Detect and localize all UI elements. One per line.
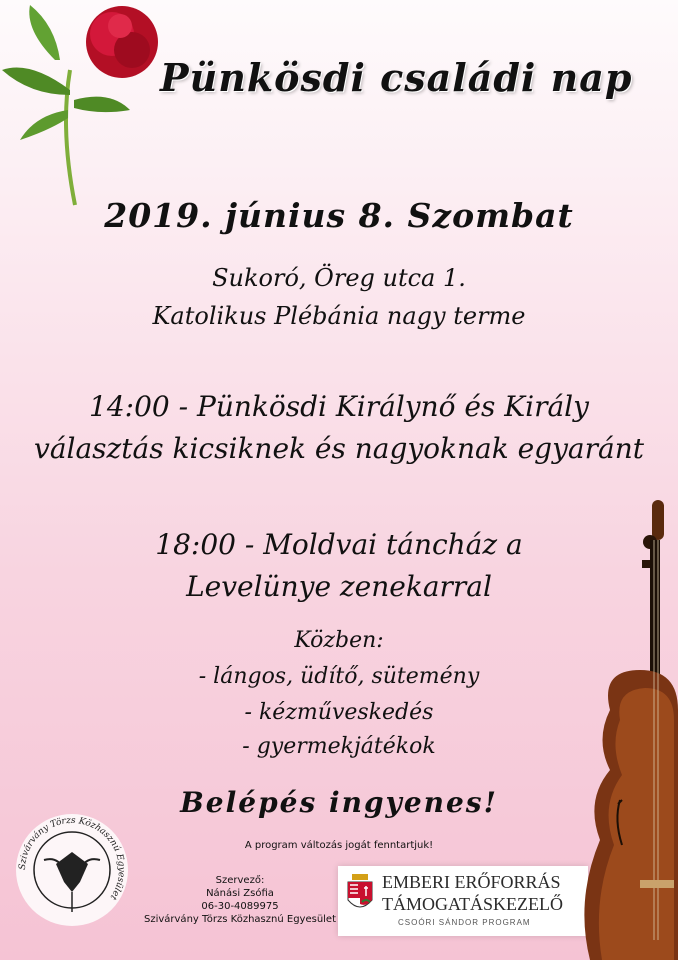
disclaimer-text: A program változás jogát fenntartjuk! [244,840,434,851]
logo-ring-text: Szivárvány Törzs Közhasznú Egyesület [17,815,127,902]
sponsor-logo-box [338,866,588,936]
organizer-label: Szervező: [215,875,265,886]
organizer-phone: 06-30-4089975 [201,901,279,912]
organizer-org: Szivárvány Törzs Közhasznú Egyesület [143,914,337,925]
meanwhile-item: - gyermekjátékok [242,734,436,759]
organizer-name: Nánási Zsófia [206,888,274,899]
sponsor-line-2: TÁMOGATÁSKEZELŐ [382,894,563,914]
event-1-line-1: 14:00 - Pünkösdi Királynő és Király [89,390,589,423]
meanwhile-item: - lángos, üdítő, sütemény [198,664,480,689]
location-line-2: Katolikus Plébánia nagy terme [152,302,526,330]
meanwhile-item: - kézműveskedés [244,700,434,725]
rose-illustration [0,0,160,210]
event-2-line-2: Levelünye zenekarral [186,570,492,603]
free-entry-text: Belépés ingyenes! [180,786,498,819]
hungarian-crest-icon [346,874,374,914]
meanwhile-heading: Közben: [294,628,384,653]
association-logo [14,812,130,928]
event-2-line-1: 18:00 - Moldvai táncház a [155,528,523,561]
sponsor-line-3: CSOÓRI SÁNDOR PROGRAM [398,918,531,927]
poster-title: Pünkösdi családi nap [160,55,633,100]
event-1-line-2: választás kicsiknek és nagyoknak egyaránt [34,432,644,465]
location-line-1: Sukoró, Öreg utca 1. [212,264,466,292]
sponsor-line-1: EMBERI ERŐFORRÁS [382,872,561,892]
organizer-block [140,874,340,926]
violin-illustration [580,500,678,960]
event-date: 2019. június 8. Szombat [104,196,574,235]
